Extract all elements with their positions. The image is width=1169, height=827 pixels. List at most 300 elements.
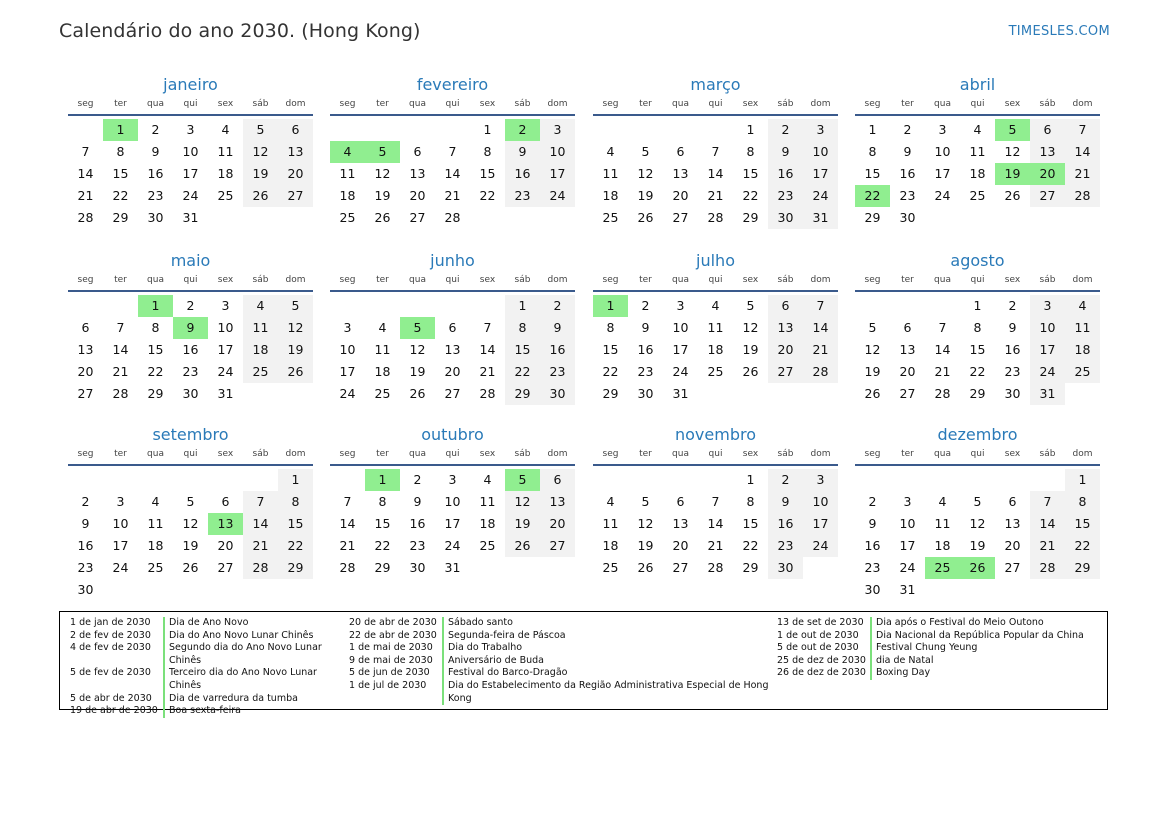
empty-cell	[330, 119, 365, 141]
weekday-label: qua	[147, 449, 164, 459]
weekday-header	[593, 272, 838, 288]
day-cell: 17	[444, 516, 461, 531]
day-cell: 29	[374, 560, 391, 575]
day-cell: 21	[339, 538, 356, 553]
day-cell: 27	[77, 386, 94, 401]
weekday-label: sex	[479, 99, 496, 109]
day-cell: 22	[505, 361, 540, 383]
day-cell: 10	[540, 141, 575, 163]
day-cell: 8	[151, 320, 160, 335]
empty-cell	[698, 469, 733, 491]
month-divider	[330, 290, 575, 292]
day-cell: 4	[606, 144, 615, 159]
day-cell: 7	[116, 320, 125, 335]
day-cell: 11	[217, 144, 234, 159]
weekday-label: ter	[639, 99, 652, 109]
day-cell: 18	[602, 188, 619, 203]
day-cell: 22	[374, 538, 391, 553]
day-grid	[593, 469, 838, 579]
month-name: março	[690, 75, 741, 94]
weekday-label: qui	[970, 449, 985, 459]
month-name: fevereiro	[416, 75, 489, 94]
day-cell: 26	[505, 535, 540, 557]
weekday-header	[593, 96, 838, 112]
day-cell: 1	[278, 469, 313, 491]
month-name: janeiro	[163, 75, 218, 94]
day-cell: 2	[641, 298, 650, 313]
holiday-name: Boxing Day	[870, 667, 1096, 680]
day-cell: 22	[602, 364, 619, 379]
day-cell: 26	[374, 210, 391, 225]
day-grid	[855, 469, 1100, 601]
day-cell: 28	[707, 560, 724, 575]
weekday-label: qua	[672, 449, 689, 459]
empty-cell	[1030, 469, 1065, 491]
day-cell: 30	[899, 210, 916, 225]
day-cell: 24	[934, 188, 951, 203]
weekday-label: qua	[147, 99, 164, 109]
day-cell: 16	[505, 163, 540, 185]
day-cell: 9	[768, 141, 803, 163]
weekday-label: sáb	[777, 275, 794, 285]
weekday-label: qua	[409, 449, 426, 459]
weekday-label: sex	[1004, 99, 1021, 109]
weekday-label: sáb	[1039, 449, 1056, 459]
legend-row	[349, 655, 778, 668]
empty-cell	[68, 295, 103, 317]
day-cell: 4	[151, 494, 160, 509]
weekday-label: qui	[708, 99, 723, 109]
weekday-label: qua	[672, 99, 689, 109]
holiday-cell: 13	[208, 513, 243, 535]
empty-cell	[698, 119, 733, 141]
day-cell: 29	[602, 386, 619, 401]
day-cell: 16	[1004, 342, 1021, 357]
month-outubro	[330, 424, 575, 579]
day-cell: 21	[707, 188, 724, 203]
day-cell: 21	[243, 535, 278, 557]
month-divider	[330, 464, 575, 466]
weekday-label: qui	[183, 275, 198, 285]
day-cell: 12	[278, 317, 313, 339]
day-cell: 16	[768, 513, 803, 535]
day-cell: 14	[444, 166, 461, 181]
weekday-label: sáb	[777, 449, 794, 459]
day-cell: 9	[81, 516, 90, 531]
day-cell: 20	[1004, 538, 1021, 553]
day-cell: 9	[151, 144, 160, 159]
day-cell: 21	[112, 364, 129, 379]
day-cell: 8	[606, 320, 615, 335]
day-cell: 3	[448, 472, 457, 487]
holiday-date: 9 de mai de 2030	[349, 654, 433, 666]
day-cell: 3	[938, 122, 947, 137]
month-name: agosto	[950, 251, 1005, 270]
month-divider	[855, 464, 1100, 466]
day-cell: 5	[186, 494, 195, 509]
month-divider	[855, 114, 1100, 116]
day-cell: 31	[672, 386, 689, 401]
holiday-name: Sábado santo	[442, 617, 778, 630]
weekday-label: sex	[742, 449, 759, 459]
legend-row	[349, 617, 778, 630]
day-cell: 27	[1030, 185, 1065, 207]
day-cell: 29	[969, 386, 986, 401]
holiday-cell: 9	[173, 317, 208, 339]
holiday-date: 1 de mai de 2030	[349, 642, 433, 654]
day-cell: 14	[707, 166, 724, 181]
weekday-label: dom	[547, 275, 568, 285]
day-cell: 28	[707, 210, 724, 225]
weekday-label: dom	[285, 275, 306, 285]
weekday-header	[330, 96, 575, 112]
day-cell: 22	[479, 188, 496, 203]
weekday-label: qua	[934, 449, 951, 459]
empty-cell	[365, 295, 400, 317]
holiday-name: Dia do Trabalho	[442, 642, 778, 655]
day-cell: 31	[899, 582, 916, 597]
day-cell: 24	[339, 386, 356, 401]
day-cell: 15	[1065, 513, 1100, 535]
weekday-header	[68, 272, 313, 288]
day-cell: 6	[1030, 119, 1065, 141]
day-cell: 25	[243, 361, 278, 383]
weekday-label: qui	[708, 449, 723, 459]
day-cell: 7	[343, 494, 352, 509]
day-cell: 6	[448, 320, 457, 335]
day-cell: 28	[1030, 557, 1065, 579]
day-cell: 20	[672, 538, 689, 553]
day-cell: 10	[339, 342, 356, 357]
day-cell: 8	[378, 494, 387, 509]
day-cell: 25	[217, 188, 234, 203]
month-julho	[593, 250, 838, 405]
empty-cell	[138, 469, 173, 491]
weekday-header	[330, 446, 575, 462]
day-cell: 28	[479, 386, 496, 401]
day-cell: 19	[864, 364, 881, 379]
day-cell: 5	[243, 119, 278, 141]
day-cell: 23	[1004, 364, 1021, 379]
day-cell: 16	[540, 339, 575, 361]
day-cell: 15	[112, 166, 129, 181]
day-cell: 15	[742, 516, 759, 531]
holiday-name: Boa sexta-feira	[163, 705, 349, 718]
day-cell: 10	[444, 494, 461, 509]
day-cell: 17	[803, 513, 838, 535]
day-cell: 29	[112, 210, 129, 225]
day-cell: 27	[540, 535, 575, 557]
weekday-label: sex	[1004, 449, 1021, 459]
weekday-label: dom	[547, 449, 568, 459]
day-cell: 25	[969, 188, 986, 203]
day-cell: 12	[637, 516, 654, 531]
day-cell: 15	[969, 342, 986, 357]
day-cell: 30	[768, 557, 803, 579]
day-cell: 20	[672, 188, 689, 203]
weekday-label: ter	[114, 275, 127, 285]
day-cell: 3	[540, 119, 575, 141]
day-cell: 27	[278, 185, 313, 207]
day-cell: 17	[540, 163, 575, 185]
day-cell: 23	[899, 188, 916, 203]
day-cell: 19	[182, 538, 199, 553]
day-cell: 23	[77, 560, 94, 575]
legend-row	[777, 617, 1096, 630]
weekday-label: qui	[445, 275, 460, 285]
day-cell: 13	[672, 166, 689, 181]
empty-cell	[855, 469, 890, 491]
day-cell: 19	[969, 538, 986, 553]
day-cell: 10	[803, 491, 838, 513]
holiday-date: 13 de set de 2030	[777, 617, 864, 628]
day-cell: 8	[746, 494, 755, 509]
day-cell: 16	[77, 538, 94, 553]
day-cell: 15	[479, 166, 496, 181]
month-name: maio	[170, 251, 211, 270]
holiday-cell: 1	[138, 295, 173, 317]
month-divider	[68, 290, 313, 292]
day-cell: 1	[1065, 469, 1100, 491]
holiday-name: Dia após o Festival do Meio Outono	[870, 617, 1096, 630]
day-cell: 4	[938, 494, 947, 509]
holiday-cell: 2	[505, 119, 540, 141]
day-cell: 24	[217, 364, 234, 379]
day-cell: 30	[182, 386, 199, 401]
day-cell: 5	[868, 320, 877, 335]
day-cell: 20	[899, 364, 916, 379]
weekday-label: qui	[970, 99, 985, 109]
day-cell: 19	[637, 188, 654, 203]
day-cell: 31	[444, 560, 461, 575]
empty-cell	[365, 119, 400, 141]
day-cell: 27	[217, 560, 234, 575]
empty-cell	[173, 469, 208, 491]
day-cell: 9	[868, 516, 877, 531]
day-cell: 13	[899, 342, 916, 357]
day-cell: 29	[147, 386, 164, 401]
weekday-label: qua	[409, 99, 426, 109]
day-cell: 12	[243, 141, 278, 163]
day-cell: 15	[374, 516, 391, 531]
holiday-cell: 26	[960, 557, 995, 579]
month-novembro	[593, 424, 838, 579]
holiday-cell: 5	[995, 119, 1030, 141]
day-cell: 16	[182, 342, 199, 357]
day-cell: 20	[409, 188, 426, 203]
day-cell: 3	[343, 320, 352, 335]
month-divider	[68, 464, 313, 466]
day-cell: 4	[378, 320, 387, 335]
day-cell: 14	[243, 513, 278, 535]
day-cell: 20	[278, 163, 313, 185]
holiday-cell: 4	[330, 141, 365, 163]
day-cell: 5	[641, 494, 650, 509]
day-cell: 13	[768, 317, 803, 339]
legend-row	[349, 642, 778, 655]
day-cell: 14	[707, 516, 724, 531]
weekday-label: sex	[742, 99, 759, 109]
day-cell: 26	[742, 364, 759, 379]
legend-row	[70, 667, 349, 692]
holiday-date: 25 de dez de 2030	[777, 654, 866, 666]
day-cell: 9	[540, 317, 575, 339]
day-cell: 9	[768, 491, 803, 513]
empty-cell	[103, 469, 138, 491]
day-cell: 2	[868, 494, 877, 509]
day-cell: 29	[1065, 557, 1100, 579]
weekday-label: sáb	[252, 449, 269, 459]
month-name: abril	[959, 75, 996, 94]
day-cell: 6	[1008, 494, 1017, 509]
legend-row	[70, 642, 349, 667]
day-cell: 3	[803, 469, 838, 491]
holiday-date: 5 de jun de 2030	[349, 667, 430, 679]
month-name: junho	[430, 251, 475, 270]
weekday-label: sáb	[514, 99, 531, 109]
weekday-header	[855, 96, 1100, 112]
holiday-cell: 5	[505, 469, 540, 491]
empty-cell	[593, 469, 628, 491]
empty-cell	[925, 295, 960, 317]
day-cell: 2	[903, 122, 912, 137]
day-cell: 22	[969, 364, 986, 379]
day-cell: 22	[278, 535, 313, 557]
weekday-label: dom	[285, 99, 306, 109]
day-cell: 16	[768, 163, 803, 185]
weekday-label: qui	[183, 449, 198, 459]
day-cell: 30	[1004, 386, 1021, 401]
legend-row	[70, 693, 349, 706]
empty-cell	[400, 295, 435, 317]
weekday-label: qua	[672, 275, 689, 285]
weekday-label: sáb	[514, 275, 531, 285]
month-divider	[855, 290, 1100, 292]
day-cell: 17	[339, 364, 356, 379]
month-name: setembro	[152, 425, 229, 444]
day-cell: 1	[505, 295, 540, 317]
day-cell: 10	[182, 144, 199, 159]
day-cell: 23	[182, 364, 199, 379]
weekday-label: qua	[409, 275, 426, 285]
day-cell: 19	[409, 364, 426, 379]
day-cell: 15	[278, 513, 313, 535]
day-cell: 8	[868, 144, 877, 159]
day-cell: 31	[217, 386, 234, 401]
day-cell: 14	[934, 342, 951, 357]
day-cell: 31	[182, 210, 199, 225]
day-cell: 27	[672, 210, 689, 225]
legend-column-2	[349, 617, 778, 705]
holiday-cell: 25	[925, 557, 960, 579]
holiday-date: 2 de fev de 2030	[70, 629, 151, 641]
weekday-label: dom	[1072, 449, 1093, 459]
day-cell: 18	[1065, 339, 1100, 361]
day-cell: 5	[973, 494, 982, 509]
weekday-label: dom	[1072, 275, 1093, 285]
day-cell: 8	[505, 317, 540, 339]
day-cell: 23	[637, 364, 654, 379]
holiday-name: Festival Chung Yeung	[870, 642, 1096, 655]
weekday-label: ter	[376, 449, 389, 459]
day-cell: 21	[934, 364, 951, 379]
day-cell: 14	[479, 342, 496, 357]
month-name: julho	[696, 251, 735, 270]
day-cell: 28	[1065, 185, 1100, 207]
day-cell: 19	[278, 339, 313, 361]
brand-link[interactable]: TIMESLES.COM	[1008, 24, 1110, 39]
weekday-label: ter	[639, 449, 652, 459]
day-cell: 4	[483, 472, 492, 487]
holiday-name: Dia do Estabelecimento da Região Administrativa Especial de Hong Kong	[442, 680, 778, 705]
day-cell: 3	[903, 494, 912, 509]
day-cell: 15	[505, 339, 540, 361]
holiday-date: 4 de fev de 2030	[70, 642, 151, 654]
day-cell: 12	[374, 166, 391, 181]
day-cell: 11	[374, 342, 391, 357]
empty-cell	[470, 295, 505, 317]
holiday-date: 1 de jul de 2030	[349, 679, 427, 691]
legend-row	[349, 680, 778, 705]
weekday-label: seg	[602, 99, 619, 109]
day-cell: 12	[182, 516, 199, 531]
day-cell: 9	[505, 141, 540, 163]
weekday-header	[330, 272, 575, 288]
empty-cell	[400, 119, 435, 141]
day-cell: 19	[637, 538, 654, 553]
day-cell: 25	[147, 560, 164, 575]
day-cell: 22	[742, 188, 759, 203]
holiday-name: Dia de varredura da tumba	[163, 693, 349, 706]
weekday-label: qua	[934, 275, 951, 285]
weekday-label: sáb	[514, 449, 531, 459]
day-cell: 3	[186, 122, 195, 137]
weekday-label: ter	[901, 449, 914, 459]
weekday-label: seg	[864, 275, 881, 285]
day-cell: 14	[112, 342, 129, 357]
day-cell: 3	[1030, 295, 1065, 317]
day-cell: 12	[864, 342, 881, 357]
day-cell: 4	[711, 298, 720, 313]
day-cell: 6	[81, 320, 90, 335]
day-cell: 19	[374, 188, 391, 203]
day-cell: 18	[339, 188, 356, 203]
day-cell: 17	[899, 538, 916, 553]
day-grid	[68, 295, 313, 405]
day-cell: 30	[864, 582, 881, 597]
day-cell: 30	[77, 582, 94, 597]
day-cell: 7	[1065, 119, 1100, 141]
holiday-cell: 20	[1030, 163, 1065, 185]
day-cell: 28	[77, 210, 94, 225]
day-cell: 7	[711, 494, 720, 509]
empty-cell	[330, 469, 365, 491]
day-cell: 31	[803, 207, 838, 229]
day-cell: 15	[602, 342, 619, 357]
day-cell: 20	[768, 339, 803, 361]
day-cell: 1	[483, 122, 492, 137]
day-cell: 4	[243, 295, 278, 317]
day-cell: 26	[409, 386, 426, 401]
holiday-name: Segunda-feira de Páscoa	[442, 630, 778, 643]
empty-cell	[330, 295, 365, 317]
weekday-header	[68, 96, 313, 112]
day-cell: 23	[768, 185, 803, 207]
day-cell: 20	[444, 364, 461, 379]
day-cell: 9	[641, 320, 650, 335]
day-cell: 16	[637, 342, 654, 357]
day-cell: 23	[768, 535, 803, 557]
